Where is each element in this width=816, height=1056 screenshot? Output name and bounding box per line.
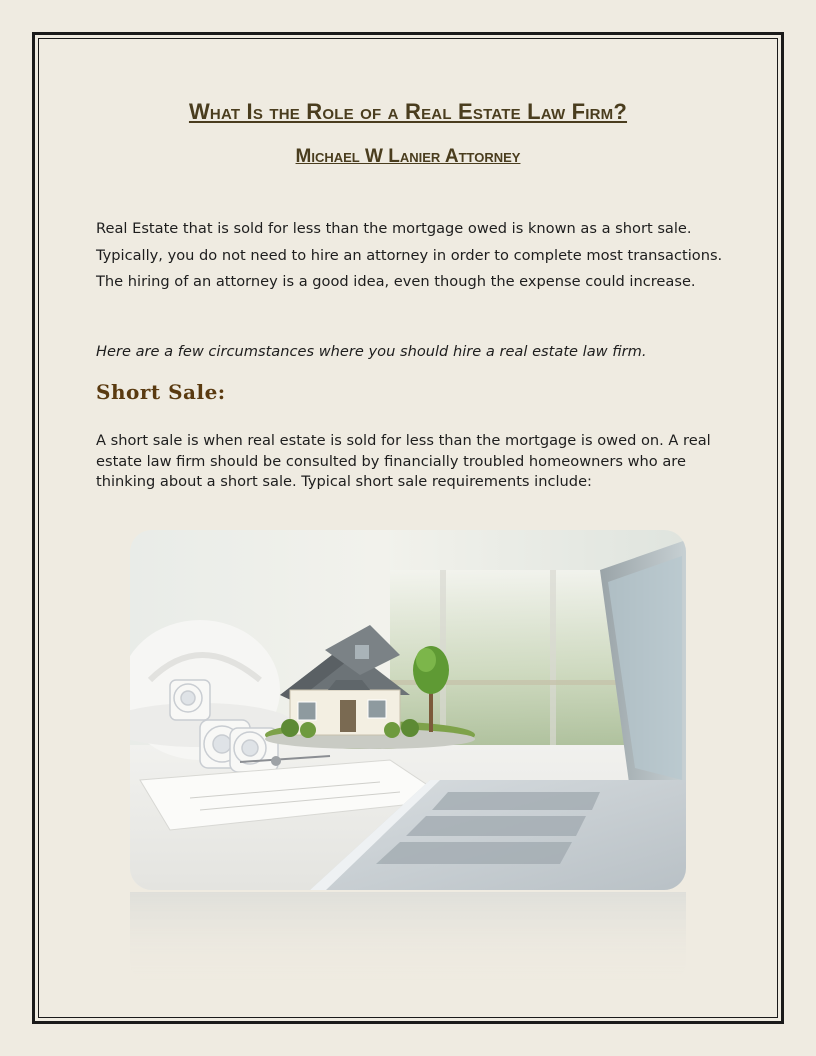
intro-paragraph: Real Estate that is sold for less than the mortgage owed is known as a short sale. Typically, you do not need to hire an attorney in order to complete most transactions. The hiring of an attorney is a good idea, even though the expense could increase. (96, 220, 723, 290)
section-heading-short-sale: Short Sale: (96, 380, 226, 404)
house-model-photo (130, 530, 686, 890)
photo-reflection (130, 892, 686, 984)
document-title: What Is the Role of a Real Estate Law Firm? (188, 99, 628, 124)
short-sale-paragraph: A short sale is when real estate is sold for less than the mortgage is owed on. A real estate law firm should be consulted by financially troubled homeowners who are thinking about a short sale. Typical short sale requirements include: (96, 432, 711, 490)
circumstances-paragraph: Here are a few circumstances where you should hire a real estate law firm. (96, 343, 647, 360)
document-subtitle: Michael W Lanier Attorney (295, 146, 521, 167)
